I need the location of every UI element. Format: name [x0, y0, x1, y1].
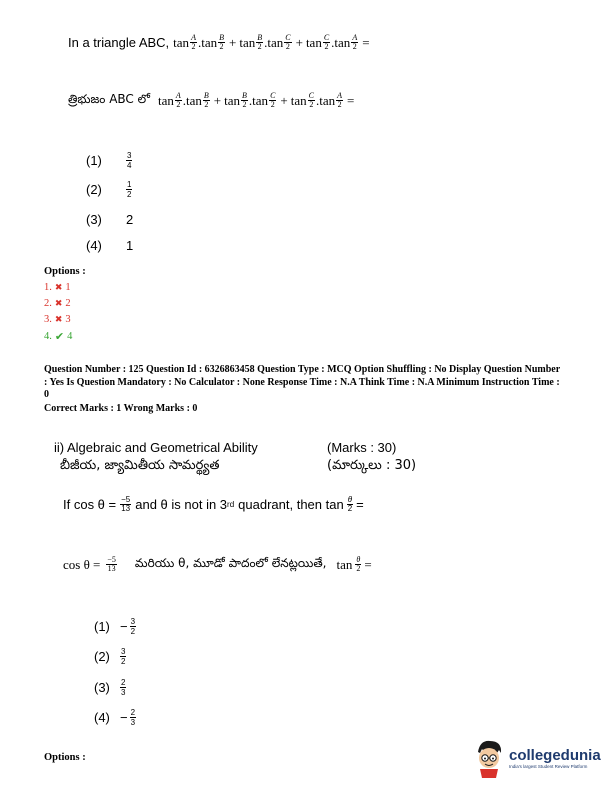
answer-option-1: 1. ✖ 1: [44, 282, 71, 293]
cross-icon: ✖: [54, 314, 63, 324]
section-marks-en: (Marks : 30): [327, 440, 397, 455]
q2-english-line: If cos θ = $\frac{-5}{13}$ and θ is not in 3 rd quadrant, then tan $\frac{\theta}{2}$ =: [63, 495, 364, 513]
q1-te-prefix: త్రిభుజం ABC లో: [68, 92, 150, 106]
cross-icon: ✖: [54, 282, 63, 292]
collegedunia-logo: [472, 738, 601, 778]
q2-option-4: (4) − $\frac{2}{3}$: [94, 708, 136, 727]
q1-english-line: [68, 34, 373, 51]
q1-en-prefix: In a triangle ABC,: [68, 35, 170, 50]
section-title-te: బీజీయ, జ్యామితీయ సామర్థ్యత: [60, 458, 220, 473]
q1-en-expression: tan $\frac{A}{2}$ . tan $\frac{B}{2}$ + tan $\frac{B}{2}$ . tan $\frac{C}{2}$ + tan $\frac{C}{2}$ . tan $\frac{A}{2}$ =: [173, 33, 370, 51]
question-meta: Question Number : 125 Question Id : 6326863458 Question Type : MCQ Option Shuffling : No Display Question Number : Yes Is Question Mandatory : No Calculator : None Response Time : N.A Think Time : N.A Minimum Instruction Time : 0: [44, 364, 560, 400]
q1-telugu-line: [68, 92, 357, 109]
q2-option-3: (3) 2 3: [94, 678, 126, 697]
logo-tagline: India's largest Student Review Platform: [509, 764, 588, 769]
q1-te-expression: tan $\frac{A}{2}$ . tan $\frac{B}{2}$ + tan $\frac{B}{2}$ . tan $\frac{C}{2}$ + tan $\frac{C}{2}$ . tan $\frac{A}{2}$ =: [157, 91, 355, 109]
q1-option-1: (1) 3 4: [86, 151, 132, 170]
q1-options-title: Options :: [44, 266, 86, 277]
answer-option-2: 2. ✖ 2: [44, 298, 71, 309]
answer-option-3: 3. ✖ 3: [44, 314, 71, 325]
q1-option-4: (4) 1: [86, 238, 134, 253]
check-icon: ✔: [54, 331, 65, 343]
q2-telugu-line: cos θ = $\frac{-5}{13}$ మరియు θ, మూడో పాదంలో లేనట్లయితే, tan $\frac{\theta}{2}$ =: [63, 555, 372, 573]
section-marks-te: (మార్కులు : 30): [327, 458, 417, 473]
mascot-icon: [472, 738, 506, 778]
question-marks: Correct Marks : 1 Wrong Marks : 0: [44, 403, 198, 414]
logo-wordmark: collegedunia: [509, 747, 601, 764]
answer-option-4: 4. ✔ 4: [44, 331, 73, 343]
q2-option-2: (2) 3 2: [94, 647, 126, 666]
section-title-en: ii) Algebraic and Geometrical Ability: [54, 440, 258, 455]
q2-options-title: Options :: [44, 752, 86, 763]
cross-icon: ✖: [54, 298, 63, 308]
q1-option-2: (2) 1 2: [86, 180, 132, 199]
q2-option-1: (1) − $\frac{3}{2}$: [94, 617, 136, 636]
q1-option-3: (3) 2: [86, 212, 134, 227]
